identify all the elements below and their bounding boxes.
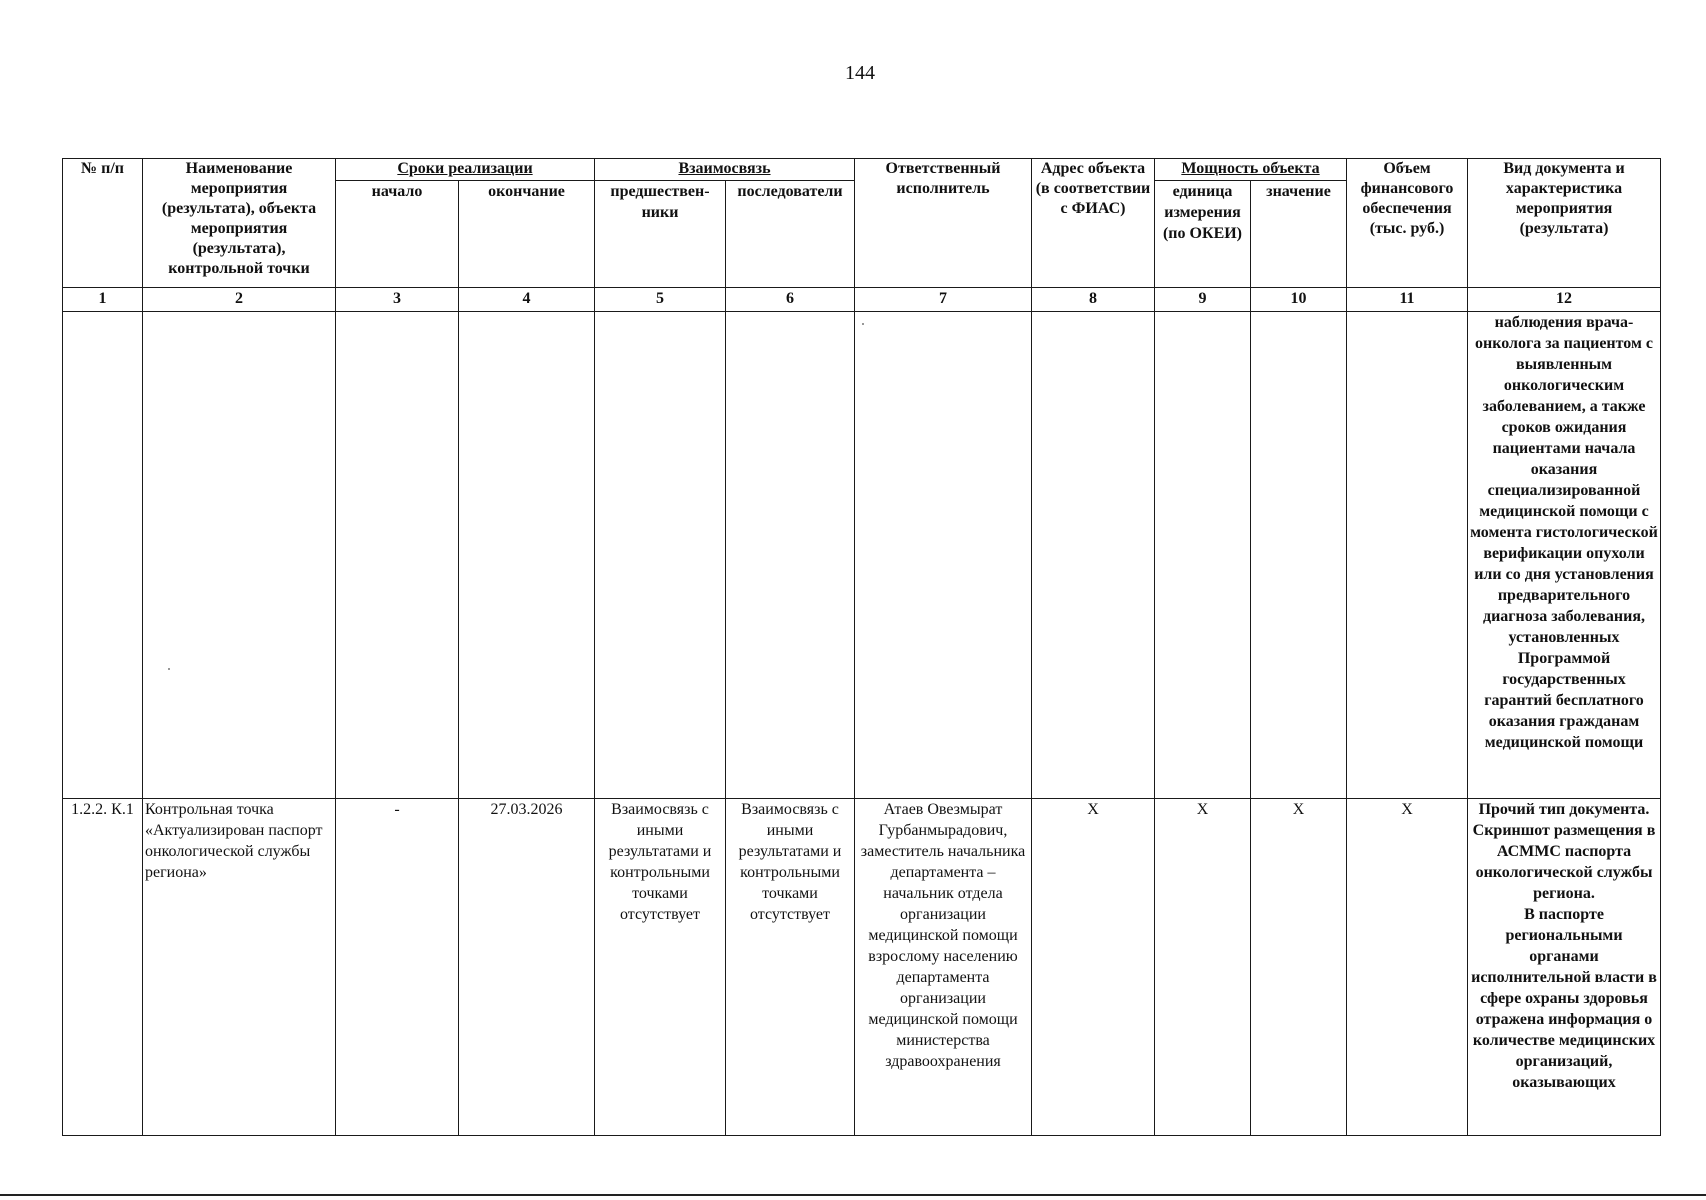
header-col-name: Наименование мероприятия (результата), объекта мероприятия (результата), контрольной точки bbox=[143, 159, 336, 288]
column-numbers-row bbox=[63, 288, 1661, 312]
header-col-value: значение bbox=[1251, 181, 1347, 288]
row-value: Х bbox=[1251, 799, 1347, 1136]
header-col-predecessors: предшествен-ники bbox=[595, 181, 726, 288]
header-col-number: № п/п bbox=[63, 159, 143, 288]
header-col-document: Вид документа и характеристика мероприятия (результата) bbox=[1468, 159, 1661, 288]
page-bottom-edge bbox=[0, 1194, 1706, 1196]
column-number-cell: 1 bbox=[63, 288, 143, 312]
column-number-cell: 4 bbox=[459, 288, 595, 312]
row-address: Х bbox=[1032, 799, 1155, 1136]
empty-cell bbox=[143, 312, 336, 799]
column-number-cell: 5 bbox=[595, 288, 726, 312]
scan-speck bbox=[168, 668, 170, 670]
row-unit: Х bbox=[1155, 799, 1251, 1136]
document-description: Скриншот размещения в АСММС паспорта онкологической службы региона. bbox=[1472, 822, 1656, 902]
header-group-capacity: Мощность объекта bbox=[1155, 159, 1347, 181]
row-start-date: - bbox=[336, 799, 459, 1136]
row-executor: Атаев Овезмырат Гурбанмырадович, заместитель начальника департамента – начальник отдела организации медицинской помощи взрослому населению департамента организации медицинской помощи министерства здравоохранения bbox=[855, 799, 1032, 1136]
table-header-row-top bbox=[63, 159, 1661, 181]
header-col-end: окончание bbox=[459, 181, 595, 288]
empty-cell bbox=[1347, 312, 1468, 799]
column-number-cell: 9 bbox=[1155, 288, 1251, 312]
row-number: 1.2.2. К.1 bbox=[63, 799, 143, 1136]
column-number-cell: 7 bbox=[855, 288, 1032, 312]
row-name: Контрольная точка «Актуализирован паспорт онкологической службы региона» bbox=[143, 799, 336, 1136]
plan-table bbox=[62, 158, 1661, 1136]
scan-speck bbox=[862, 323, 864, 325]
table-row-continuation bbox=[63, 312, 1661, 799]
column-number-cell: 2 bbox=[143, 288, 336, 312]
page-number: 144 bbox=[845, 62, 875, 84]
empty-cell bbox=[63, 312, 143, 799]
document-description-continued: наблюдения врача-онколога за пациентом с выявленным онкологическим заболеванием, а также сроков ожидания пациентами начала оказания специализированной медицинской помощи с момента гистологической верификации опухоли или со дня установления предварительного диагноза заболевания, установленных Программой государственных гарантий бесплатного оказания гражданам медицинской помощи bbox=[1468, 312, 1661, 799]
document-table-container bbox=[62, 158, 1660, 1136]
column-number-cell: 3 bbox=[336, 288, 459, 312]
empty-cell bbox=[1251, 312, 1347, 799]
header-col-start: начало bbox=[336, 181, 459, 288]
empty-cell bbox=[459, 312, 595, 799]
header-col-finance: Объем финансового обеспечения (тыс. руб.) bbox=[1347, 159, 1468, 288]
column-number-cell: 8 bbox=[1032, 288, 1155, 312]
row-successors: Взаимосвязь с иными результатами и контрольными точками отсутствует bbox=[726, 799, 855, 1136]
column-number-cell: 10 bbox=[1251, 288, 1347, 312]
header-col-executor: Ответственный исполнитель bbox=[855, 159, 1032, 288]
empty-cell bbox=[1032, 312, 1155, 799]
header-col-successors: последователи bbox=[726, 181, 855, 288]
row-end-date: 27.03.2026 bbox=[459, 799, 595, 1136]
column-number-cell: 11 bbox=[1347, 288, 1468, 312]
header-group-links: Взаимосвязь bbox=[595, 159, 855, 181]
document-type: Прочий тип документа. bbox=[1478, 801, 1650, 818]
row-document bbox=[1468, 799, 1661, 1136]
header-col-unit: единица измерения (по ОКЕИ) bbox=[1155, 181, 1251, 288]
document-description-detail: В паспорте региональными органами исполнительной власти в сфере охраны здоровья отражена информация о количестве медицинских организаций, оказывающих bbox=[1471, 906, 1657, 1091]
header-col-address: Адрес объекта (в соответствии с ФИАС) bbox=[1032, 159, 1155, 288]
row-predecessors: Взаимосвязь с иными результатами и контрольными точками отсутствует bbox=[595, 799, 726, 1136]
row-finance: Х bbox=[1347, 799, 1468, 1136]
table-row-control-point bbox=[63, 799, 1661, 1136]
empty-cell bbox=[1155, 312, 1251, 799]
empty-cell bbox=[726, 312, 855, 799]
column-number-cell: 6 bbox=[726, 288, 855, 312]
empty-cell bbox=[855, 312, 1032, 799]
empty-cell bbox=[595, 312, 726, 799]
column-number-cell: 12 bbox=[1468, 288, 1661, 312]
empty-cell bbox=[336, 312, 459, 799]
header-group-terms: Сроки реализации bbox=[336, 159, 595, 181]
